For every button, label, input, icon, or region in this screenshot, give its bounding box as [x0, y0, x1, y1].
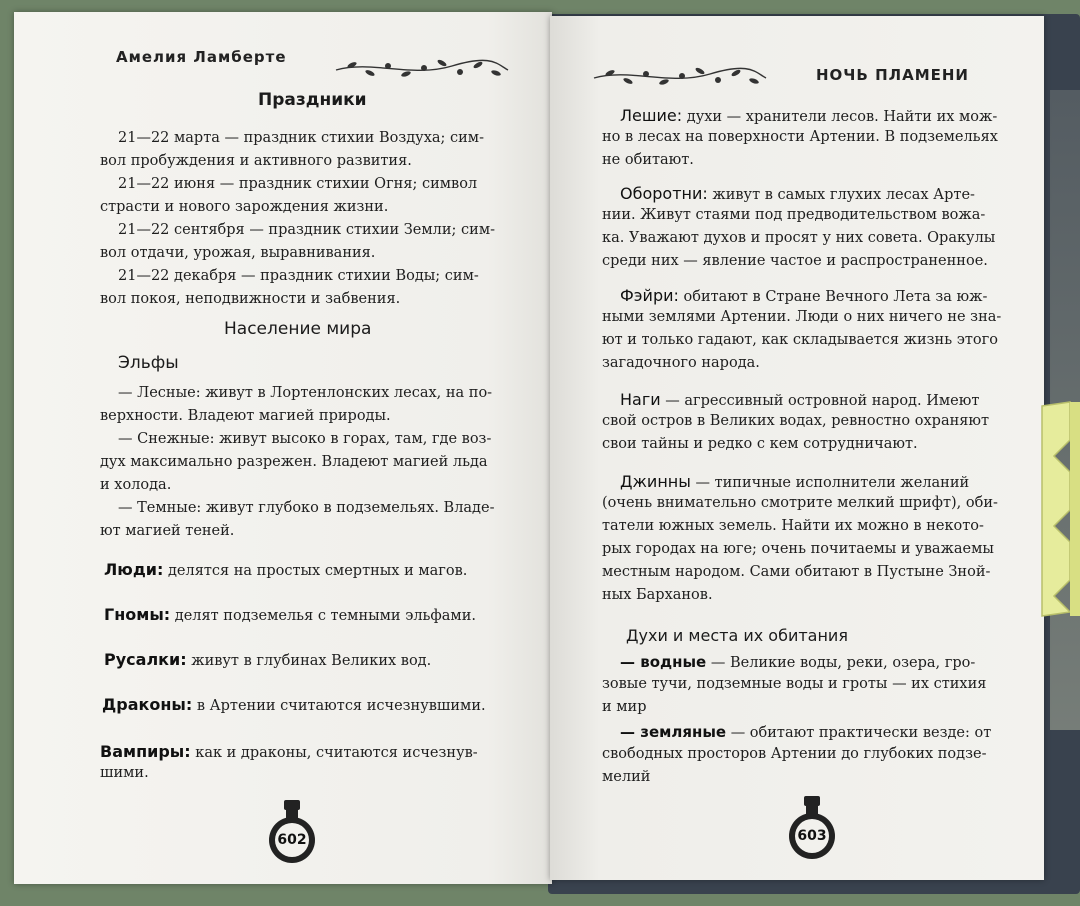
- elves-line: — Лесные: живут в Лортенлонских лесах, на по-: [118, 385, 493, 401]
- term-werewolves: Оборотни:: [620, 184, 708, 203]
- spirits-water-line: [620, 653, 975, 671]
- heading-spirits: Духи и места их обитания: [626, 626, 848, 645]
- spirits-water-line: [602, 676, 986, 692]
- entry-mermaids: [104, 650, 431, 669]
- holiday-line: 21—22 марта — праздник стихии Воздуха; сим-: [118, 130, 484, 146]
- heading-population: Население мира: [224, 319, 372, 339]
- entry-fairies: [620, 286, 987, 305]
- page-number-left: 602: [277, 832, 307, 848]
- term-dragons: Драконы:: [102, 695, 193, 714]
- text-werewolves: среди них — явление частое и распространенное.: [602, 253, 988, 269]
- term-gnomes: Гномы:: [104, 605, 171, 624]
- entry-leshie: [620, 106, 997, 125]
- term-fairies: Фэйри:: [620, 286, 679, 305]
- entry-nagas-line: [602, 436, 918, 452]
- entry-vampires: [100, 742, 478, 761]
- entry-leshie-line: [602, 129, 998, 145]
- entry-djinns-line: [602, 587, 713, 603]
- entry-nagas-line: [602, 413, 989, 429]
- entry-djinns-line: [602, 564, 990, 580]
- holiday-line: 21—22 декабря — праздник стихии Воды; сим-: [118, 268, 479, 284]
- holiday-line: вол пробуждения и активного развития.: [100, 153, 412, 169]
- term-nagas: Наги: [620, 390, 661, 409]
- elves-line: и холода.: [100, 477, 172, 493]
- entry-people: [104, 560, 467, 579]
- page-header-book-title: НОЧЬ ПЛАМЕНИ: [816, 66, 969, 84]
- text-spirits-earth: — обитают практически везде: от: [726, 725, 992, 741]
- entry-werewolves-line: [602, 253, 988, 269]
- entry-djinns-line: [602, 495, 998, 511]
- ornament-vine-icon: [590, 62, 770, 90]
- entry-djinns: [620, 472, 969, 491]
- text-werewolves: ка. Уважают духов и просят у них совета. Оракулы: [602, 230, 996, 246]
- page-number-right: 603: [797, 828, 827, 844]
- text-fairies: загадочного народа.: [602, 355, 760, 371]
- heading-holidays: Праздники: [258, 90, 367, 110]
- entry-fairies-line: [602, 309, 1001, 325]
- holiday-line: страсти и нового зарождения жизни.: [100, 199, 389, 215]
- text-leshie: не обитают.: [602, 152, 694, 168]
- text-spirits-earth: свободных просторов Артении до глубоких подзе-: [602, 746, 987, 762]
- text-djinns: — типичные исполнители желаний: [690, 475, 970, 491]
- ornament-vine-icon: [332, 54, 512, 82]
- text-nagas: свои тайны и редко с кем сотрудничают.: [602, 436, 918, 452]
- term-vampires: Вампиры:: [100, 742, 191, 761]
- text-mermaids: живут в глубинах Великих вод.: [186, 653, 432, 669]
- text-nagas: свой остров в Великих водах, ревностно охраняют: [602, 413, 990, 429]
- text-people: делятся на простых смертных и магов.: [163, 563, 468, 579]
- entry-dragons: [102, 695, 486, 714]
- term-leshie: Лешие:: [620, 106, 683, 125]
- entry-gnomes: [104, 605, 476, 624]
- binder-clip: [1040, 400, 1080, 620]
- text-fairies: ют и только гадают, как складывается жизнь этого: [602, 332, 998, 348]
- text-spirits-water: — Великие воды, реки, озера, гро-: [706, 655, 976, 671]
- term-spirits-earth: — земляные: [620, 723, 727, 741]
- spirits-earth-line: [602, 769, 650, 785]
- elves-line: верхности. Владеют магией природы.: [100, 408, 391, 424]
- elves-line: ют магией теней.: [100, 523, 235, 539]
- term-spirits-water: — водные: [620, 653, 707, 671]
- holiday-line: вол покоя, неподвижности и забвения.: [100, 291, 401, 307]
- text-djinns: рых городах на юге; очень почитаемы и уважаемы: [602, 541, 994, 557]
- entry-nagas: [620, 390, 979, 409]
- text-spirits-water: зовые тучи, подземные воды и гроты — их стихия: [602, 676, 987, 692]
- entry-djinns-line: [602, 541, 994, 557]
- entry-fairies-line: [602, 332, 998, 348]
- text-werewolves: живут в самых глухих лесах Арте-: [707, 187, 975, 203]
- text-djinns: ных Барханов.: [602, 587, 713, 603]
- elves-line: дух максимально разрежен. Владеют магией льда: [100, 454, 488, 470]
- entry-werewolves: [620, 184, 975, 203]
- text-fairies: ными землями Артении. Люди о них ничего не зна-: [602, 309, 1002, 325]
- left-page: [14, 12, 552, 884]
- page-number-badge-right: [786, 794, 838, 860]
- text-dragons: в Артении считаются исчезнувшими.: [192, 698, 486, 714]
- text-leshie: но в лесах на поверхности Артении. В подземельях: [602, 129, 998, 145]
- text-fairies: обитают в Стране Вечного Лета за юж-: [678, 289, 988, 305]
- text-werewolves: нии. Живут стаями под предводительством вожа-: [602, 207, 986, 223]
- page-header-author: Амелия Ламберте: [116, 48, 287, 66]
- text-djinns: местным народом. Сами обитают в Пустыне Зной-: [602, 564, 991, 580]
- text-djinns: татели южных земель. Найти их можно в некото-: [602, 518, 984, 534]
- term-djinns: Джинны: [620, 472, 691, 491]
- text-leshie: духи — хранители лесов. Найти их мож-: [682, 109, 998, 125]
- term-mermaids: Русалки:: [104, 650, 187, 669]
- holiday-line: вол отдачи, урожая, выравнивания.: [100, 245, 376, 261]
- text-vampires: как и драконы, считаются исчезнув-: [190, 745, 478, 761]
- text-spirits-water: и мир: [602, 699, 647, 715]
- spirits-earth-line: [602, 746, 986, 762]
- text-gnomes: делят подземелья с темными эльфами.: [170, 608, 476, 624]
- entry-werewolves-line: [602, 207, 985, 223]
- elves-line: — Снежные: живут высоко в горах, там, где воз-: [118, 431, 492, 447]
- holiday-line: 21—22 сентября — праздник стихии Земли; сим-: [118, 222, 495, 238]
- potion-bottle-icon: [786, 794, 838, 860]
- entry-fairies-line: [602, 355, 760, 371]
- text-nagas: — агрессивный островной народ. Имеют: [660, 393, 980, 409]
- spirits-water-line: [602, 699, 647, 715]
- heading-elves: Эльфы: [118, 353, 179, 373]
- entry-werewolves-line: [602, 230, 995, 246]
- entry-djinns-line: [602, 518, 984, 534]
- text-vampires-cont: шими.: [100, 765, 149, 781]
- elves-line: — Темные: живут глубоко в подземельях. Владе-: [118, 500, 495, 516]
- page-number-badge-left: [266, 798, 318, 864]
- entry-leshie-line: [602, 152, 694, 168]
- right-page: [550, 16, 1044, 880]
- potion-bottle-icon: [266, 798, 318, 864]
- text-djinns: (очень внимательно смотрите мелкий шрифт), оби-: [602, 495, 998, 511]
- term-people: Люди:: [104, 560, 164, 579]
- spirits-earth-line: [620, 723, 991, 741]
- holiday-line: 21—22 июня — праздник стихии Огня; символ: [118, 176, 478, 192]
- text-spirits-earth: мелий: [602, 769, 651, 785]
